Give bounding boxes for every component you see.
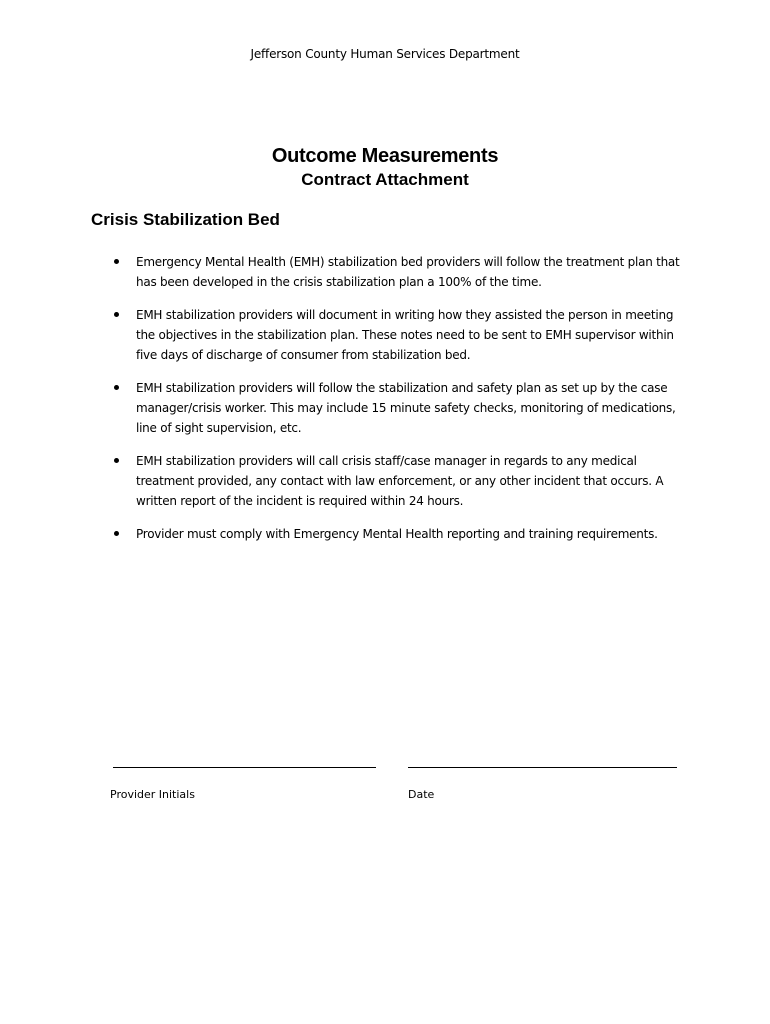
bullet-dot-icon xyxy=(114,385,119,390)
document-subtitle: Contract Attachment xyxy=(301,170,469,189)
bullet-dot-icon xyxy=(114,259,119,264)
bullet-dot-icon xyxy=(114,531,119,536)
provider-initials-label: Provider Initials xyxy=(110,788,195,801)
list-item xyxy=(112,252,682,292)
bullet-dot-icon xyxy=(114,458,119,463)
bullet-text: EMH stabilization providers will follow the stabilization and safety plan as set up by the case manager/crisis worker. This may include 15 minute safety checks, monitoring of medications, line of sight supervision, etc. xyxy=(136,381,676,435)
bullet-dot-icon xyxy=(114,312,119,317)
date-label: Date xyxy=(408,788,435,801)
bullet-text: Provider must comply with Emergency Mental Health reporting and training requirements. xyxy=(136,527,658,541)
list-item xyxy=(112,451,682,511)
document-title: Outcome Measurements xyxy=(271,145,499,167)
bullet-text: EMH stabilization providers will document in writing how they assisted the person in meeting the objectives in the stabilization plan. These notes need to be sent to EMH supervisor within five days of discharge of consumer from stabilization bed. xyxy=(136,308,674,362)
provider-initials-line xyxy=(113,767,376,768)
bullet-list xyxy=(112,252,682,557)
section-heading: Crisis Stabilization Bed xyxy=(91,210,280,229)
bullet-text: EMH stabilization providers will call crisis staff/case manager in regards to any medical treatment provided, any contact with law enforcement, or any other incident that occurs. A written report of the incident is required within 24 hours. xyxy=(136,454,664,508)
list-item xyxy=(112,524,682,544)
list-item xyxy=(112,378,682,438)
bullet-text: Emergency Mental Health (EMH) stabilization bed providers will follow the treatment plan that has been developed in the crisis stabilization plan a 100% of the time. xyxy=(136,255,680,289)
department-header: Jefferson County Human Services Department xyxy=(250,47,520,61)
date-line xyxy=(408,767,677,768)
list-item xyxy=(112,305,682,365)
